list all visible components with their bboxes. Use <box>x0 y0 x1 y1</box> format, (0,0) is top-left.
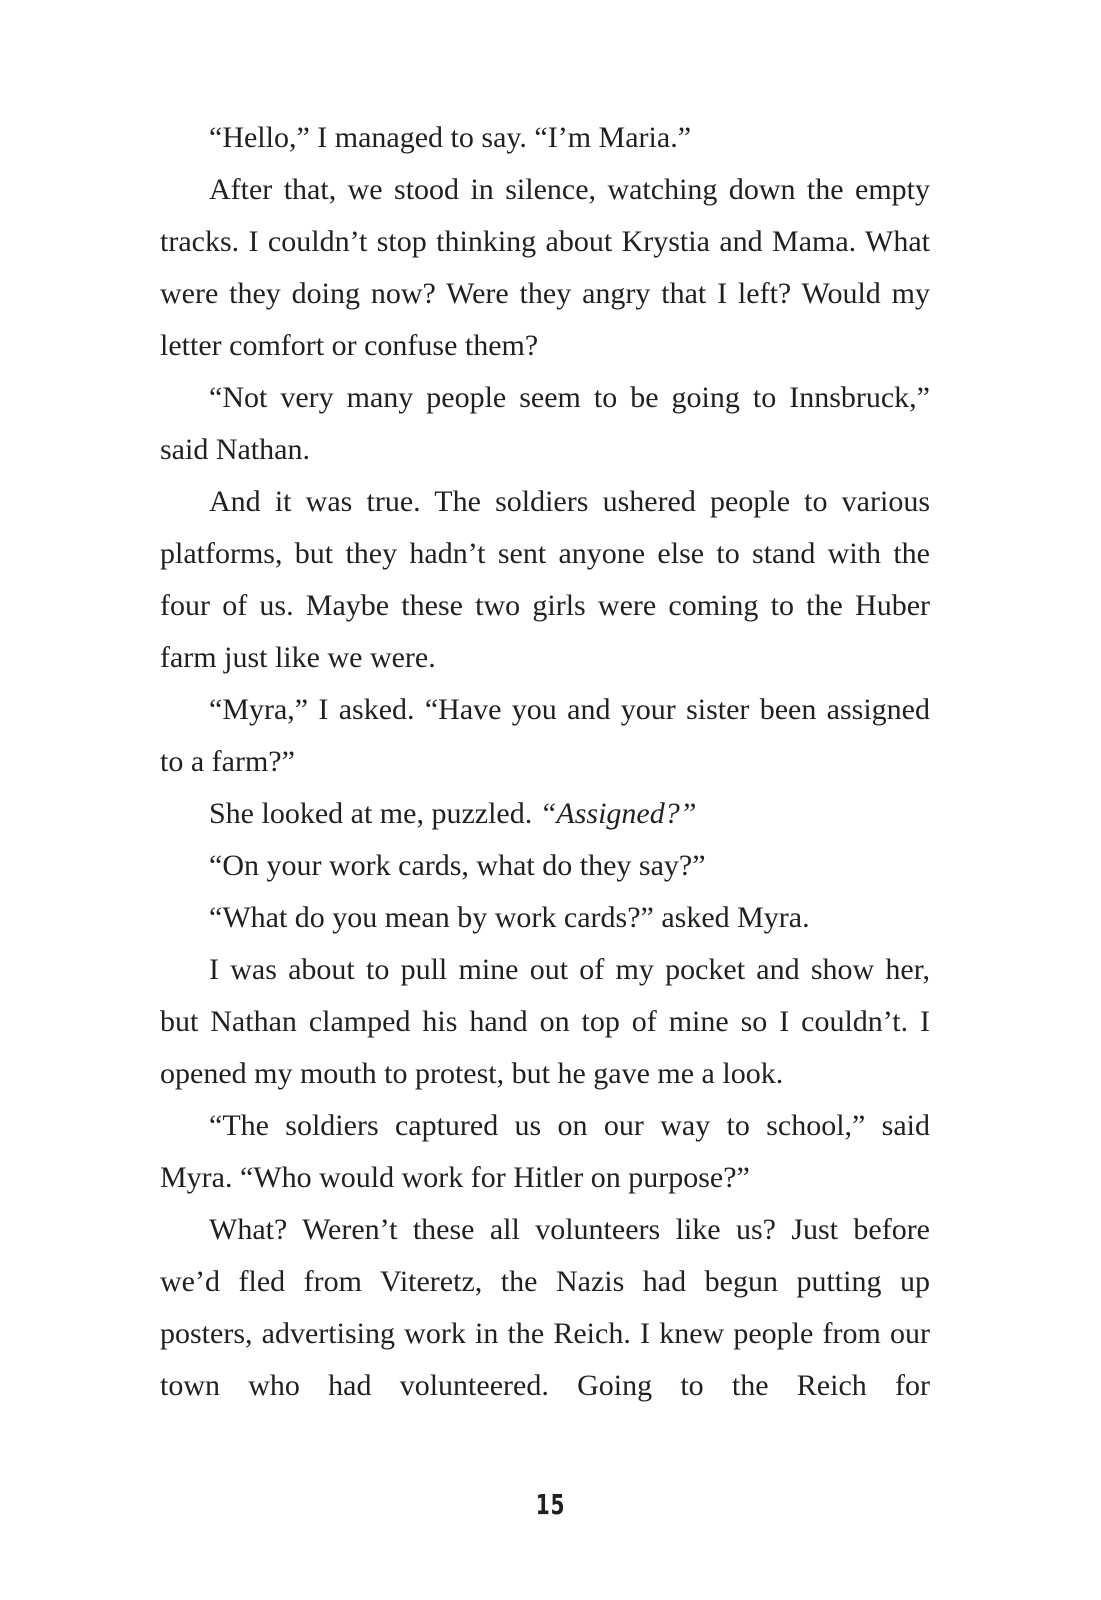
paragraph <box>160 788 930 840</box>
paragraph: “Not very many people seem to be going to Innsbruck,” said Nathan. <box>160 381 930 466</box>
paragraph-text: She looked at me, puzzled. <box>209 797 540 830</box>
paragraph: After that, we stood in silence, watching down the empty tracks. I couldn’t stop thinking about Krystia and Mama. What were they doing now? Were they angry that I left? Would my letter comfort or confuse them? <box>160 173 930 362</box>
body-text <box>160 112 930 1412</box>
paragraph: “What do you mean by work cards?” asked Myra. <box>209 901 810 934</box>
paragraph: I was about to pull mine out of my pocket and show her, but Nathan clamped his hand on top of mine so I couldn’t. I opened my mouth to protest, but he gave me a look. <box>160 953 930 1090</box>
paragraph: “The soldiers captured us on our way to school,” said Myra. “Who would work for Hitler on purpose?” <box>160 1109 930 1194</box>
italic-dialogue: “Assigned?” <box>539 797 697 830</box>
paragraph: “Hello,” I managed to say. “I’m Maria.” <box>209 121 692 154</box>
paragraph: “Myra,” I asked. “Have you and your sister been assigned to a farm?” <box>160 693 930 778</box>
page-number: 15 <box>535 1488 566 1521</box>
paragraph: “On your work cards, what do they say?” <box>209 849 706 882</box>
paragraph: What? Weren’t these all volunteers like us? Just before we’d fled from Viteretz, the Nazis had begun putting up posters, advertising work in the Reich. I knew people from our town who had volunteered. Going to the Reich for <box>160 1213 930 1402</box>
paragraph: And it was true. The soldiers ushered people to various platforms, but they hadn’t sent anyone else to stand with the four of us. Maybe these two girls were coming to the Huber farm just like we were. <box>160 485 930 674</box>
